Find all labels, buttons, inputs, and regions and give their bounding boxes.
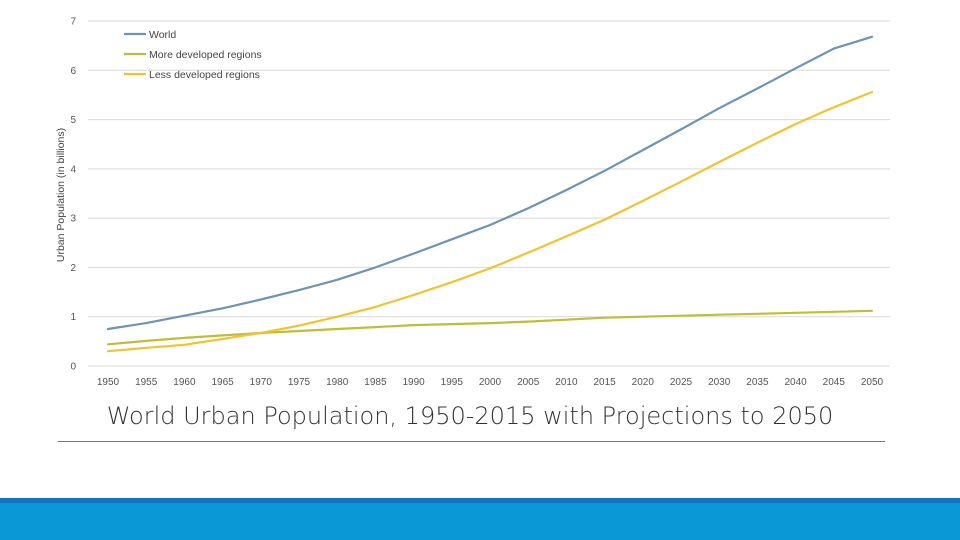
x-tick-label: 2040 bbox=[784, 377, 807, 388]
series-lines bbox=[108, 37, 872, 351]
legend-label: More developed regions bbox=[149, 49, 262, 61]
y-axis-label: Urban Population (in billions) bbox=[55, 127, 67, 263]
x-tick-label: 1985 bbox=[364, 377, 387, 388]
y-tick-label: 4 bbox=[70, 164, 76, 176]
series-line-3 bbox=[108, 92, 872, 351]
x-tick-label: 2015 bbox=[593, 377, 616, 388]
x-tick-label: 2000 bbox=[478, 377, 502, 388]
footer-bar bbox=[0, 498, 960, 540]
title-underline bbox=[58, 441, 885, 442]
y-tick-label: 6 bbox=[70, 65, 76, 77]
x-tick-label: 2010 bbox=[555, 377, 578, 388]
x-tick-label: 1990 bbox=[402, 377, 425, 388]
x-tick-label: 1950 bbox=[96, 377, 120, 388]
x-tick-label: 2045 bbox=[822, 377, 845, 388]
x-tick-label: 1980 bbox=[326, 377, 349, 388]
y-tick-label: 3 bbox=[70, 213, 76, 225]
y-tick-label: 5 bbox=[70, 115, 76, 127]
x-axis-ticks bbox=[97, 377, 884, 388]
y-tick-label: 1 bbox=[70, 312, 76, 324]
slide-title: World Urban Population, 1950-2015 with Projections to 2050 bbox=[106, 402, 834, 430]
legend-label: World bbox=[149, 29, 177, 41]
y-tick-label: 2 bbox=[70, 262, 76, 274]
y-tick-label: 7 bbox=[70, 16, 76, 28]
x-tick-label: 2005 bbox=[517, 377, 540, 388]
chart-legend bbox=[124, 29, 262, 81]
y-tick-label: 0 bbox=[70, 361, 76, 373]
x-tick-label: 1975 bbox=[287, 377, 311, 388]
y-axis-ticks bbox=[70, 17, 76, 373]
x-tick-label: 1965 bbox=[211, 377, 234, 388]
x-tick-label: 2050 bbox=[860, 377, 884, 388]
x-tick-label: 2030 bbox=[708, 377, 731, 388]
x-tick-label: 2020 bbox=[631, 377, 654, 388]
x-tick-label: 1955 bbox=[135, 377, 158, 388]
x-tick-label: 2025 bbox=[669, 377, 693, 388]
x-tick-label: 2035 bbox=[746, 377, 769, 388]
x-tick-label: 1960 bbox=[173, 377, 196, 388]
footer-bar-accent bbox=[0, 498, 960, 503]
x-tick-label: 1995 bbox=[440, 377, 463, 388]
x-tick-label: 1970 bbox=[249, 377, 272, 388]
legend-label: Less developed regions bbox=[149, 69, 260, 81]
